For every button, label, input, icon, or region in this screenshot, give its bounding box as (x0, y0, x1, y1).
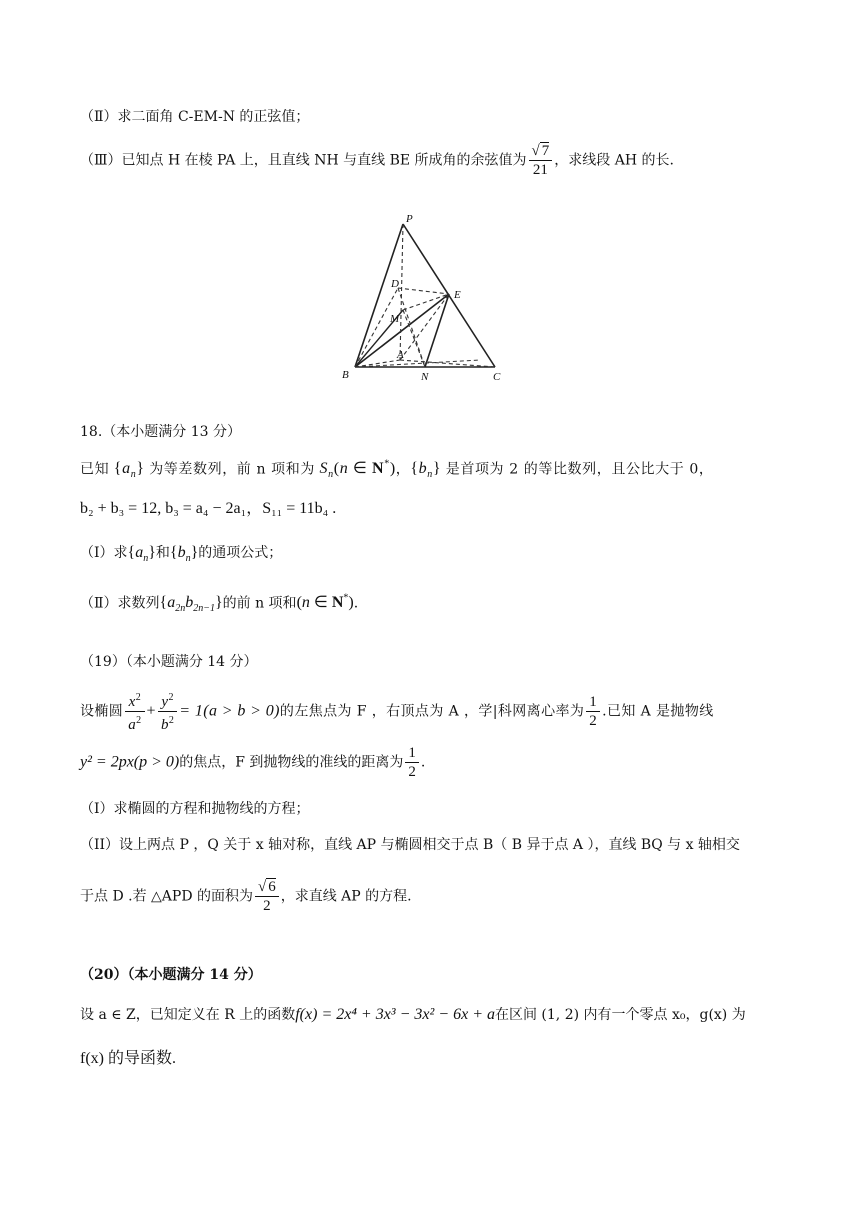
segment-BD (355, 288, 398, 367)
eccentricity-denominator: 2 (589, 713, 598, 729)
problem18-line1: 已知 $\{a_n\}$ 为等差数列，前 n 项和为 $S_n(n$ ∈ N*)，$\{b_n\}$ 是首项为 2 的等比数列，且公比大于 0， (80, 459, 714, 481)
problem20-header: （20）（本小题满分 14 分） (80, 967, 262, 983)
problem17-part3-prefix: （Ⅲ）已知点 H 在棱 PA 上，且直线 NH 与直线 BE 所成角的余弦值为 (80, 152, 527, 169)
ellipse-y-term: $\frac{y^2}{b^2}$ (158, 689, 177, 734)
area-fraction: $\frac{√ 6}{2}$ (255, 878, 279, 915)
problem18-part2-b: 的前 n 项和 (222, 595, 297, 612)
problem18-line1-d: 是首项为 2 的等比数列，且公比大于 0， (445, 461, 714, 478)
problem18-line1-b: 为等差数列，前 n 项和为 (149, 461, 315, 478)
problem18-part2: （Ⅱ）求数列$\{a_{2n}b_{2n-1}\}$的前 n 项和(n ∈ N*). (80, 593, 359, 615)
segment-DE (398, 288, 449, 294)
problem19-part2: （II）设上两点 P ，Q 关于 x 轴对称，直线 AP 与椭圆相交于点 B（ B 异于点 A ），直线 BQ 与 x 轴相交 (80, 837, 740, 853)
edge-PB (355, 224, 403, 367)
problem19-header: （19）（本小题满分 14 分） (80, 654, 258, 670)
problem19-line1-c: 的左焦点为 F ，右顶点为 A ，学|科网离心率为 (279, 703, 585, 720)
problem18-part1: （Ⅰ）求$\{a_n\}$和$\{b_n\}$的通项公式； (80, 544, 283, 565)
problem19-part2-cont-b: ，求直线 AP 的方程. (280, 888, 412, 905)
eccentricity-numerator: 1 (586, 693, 600, 712)
problem18-part1-c: 的通项公式； (198, 545, 283, 561)
label-A: A (397, 349, 404, 361)
problem19-line2-b: 的焦点，F 到抛物线的准线的距离为 (179, 754, 404, 771)
label-P: P (406, 213, 413, 225)
eccentricity-fraction (586, 693, 600, 730)
problem18-part1-b: 和 (155, 545, 170, 561)
cosine-fraction-denominator: 21 (532, 162, 548, 178)
problem19-line1: 设椭圆 $\frac{x^2}{a^2}$ + $\frac{y^2}{b^2}$ = 1(a > b > 0)的左焦点为 F ，右顶点为 A ，学|科网离心率为 $\frac{1}{2}$ .已知 A 是抛物线 (80, 689, 714, 733)
function-definition: f(x) = 2x⁴ + 3x³ − 3x² − 6x + a (295, 1006, 495, 1023)
cosine-fraction: $\frac{√ 7}{21}$ (529, 142, 553, 179)
problem20-line1-c: 在区间 (1, 2) 内有一个零点 x₀，g(x) 为 (494, 1007, 746, 1023)
problem19-line1-d: .已知 A 是抛物线 (602, 703, 714, 720)
area-denominator: 2 (263, 898, 271, 914)
label-N: N (421, 371, 429, 383)
parabola-equation: y² = 2px(p > 0) (80, 753, 180, 771)
problem19-line2 (80, 744, 425, 788)
label-C: C (493, 371, 501, 383)
segment-MN (403, 310, 425, 367)
problem18-part2-a: （Ⅱ）求数列 (80, 595, 160, 612)
pyramid-figure (330, 210, 520, 385)
problem17-part2: （Ⅱ）求二面角 C-EM-N 的正弦值； (80, 109, 310, 125)
label-M: M (390, 313, 400, 325)
problem19-part1: （I）求椭圆的方程和抛物线的方程； (80, 801, 310, 817)
label-D: D (391, 278, 399, 290)
problem18-part2-c: . (353, 595, 359, 612)
problem19-line2-c: . (420, 754, 426, 771)
label-B: B (342, 369, 349, 381)
problem19-line1-a: 设椭圆 (80, 703, 124, 720)
problem20-line1 (80, 1006, 746, 1024)
ellipse-x-term: $\frac{x^2}{a^2}$ (125, 689, 144, 734)
cosine-fraction-numerator: 7 (541, 143, 550, 159)
label-E: E (454, 289, 461, 301)
problem17-part3-suffix: ，求线段 AH 的长. (554, 152, 674, 169)
problem19-part2-cont (80, 878, 412, 926)
problem20-line1-a: 设 a ∈ Z，已知定义在 R 上的函数 (80, 1007, 296, 1023)
problem20-line2: f(x) 的导函数. (80, 1050, 176, 1067)
distance-fraction: $\frac{1}{2}$ (405, 744, 419, 781)
problem18-header: 18.（本小题满分 13 分） (80, 424, 241, 440)
problem19-part2-cont-a: 于点 D .若 △APD 的面积为 (80, 888, 253, 905)
ellipse-condition: = 1(a > b > 0) (179, 702, 280, 720)
problem18-line2: b₂ + b₃ = 12, b₃ = a₄ − 2a₁，S₁₁ = 11b₄ . (80, 500, 337, 517)
problem17-part3 (80, 142, 674, 186)
segment-ME (403, 294, 449, 310)
edge-PA (400, 224, 403, 360)
problem18-part1-a: （Ⅰ）求 (80, 545, 128, 561)
problem18-line1-a: 已知 (80, 461, 110, 478)
problem18-line1-c: ， (395, 461, 411, 478)
segment-EN (425, 294, 449, 367)
area-numerator: 6 (268, 879, 276, 895)
